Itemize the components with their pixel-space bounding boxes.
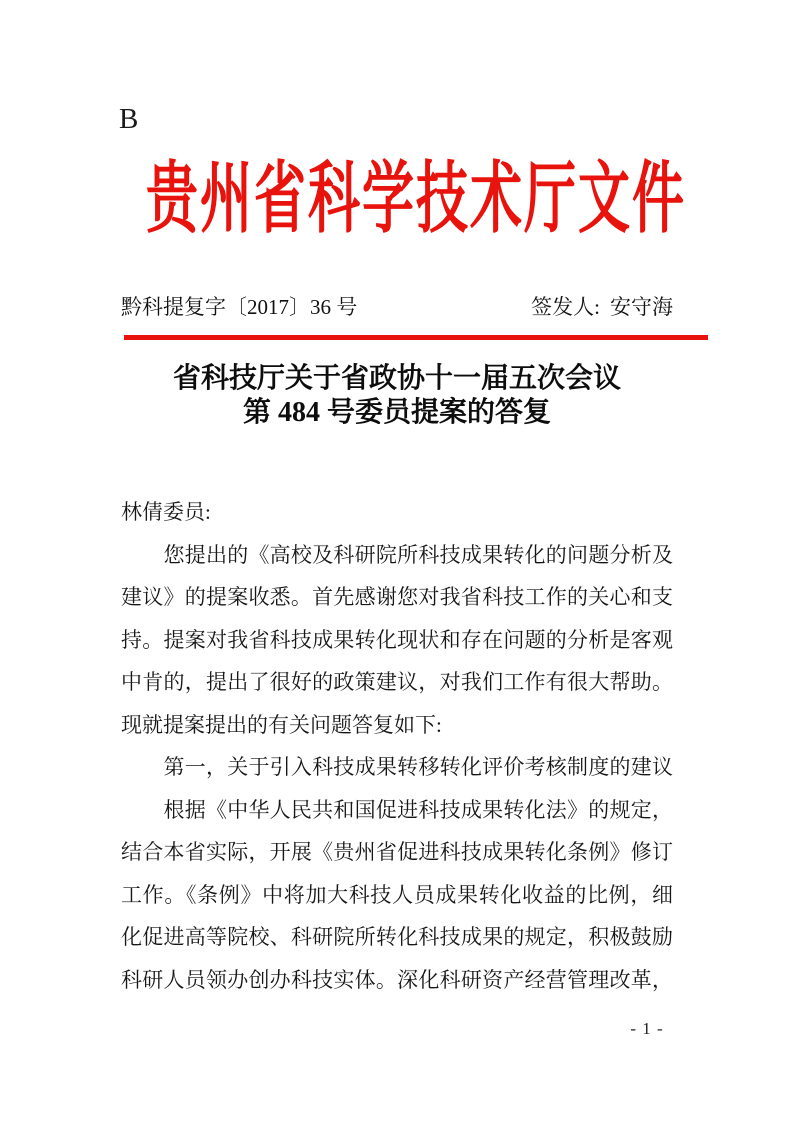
document-title xyxy=(121,362,673,430)
document-title-line1: 省科技厅关于省政协十一届五次会议 xyxy=(172,363,621,394)
copy-mark: B xyxy=(119,103,139,135)
body-line: 根据《中华人民共和国促进科技成果转化法》的规定， xyxy=(121,797,673,822)
red-divider-line xyxy=(124,335,708,340)
body-line: 结合本省实际，开展《贵州省促进科技成果转化条例》修订 xyxy=(121,840,673,864)
body-line: 第一，关于引入科技成果转移转化评价考核制度的建议 xyxy=(121,755,673,779)
body-line: 科研人员领办创办科技实体。深化科研资产经营管理改革， xyxy=(121,967,673,992)
document-title-line2: 第 484 号委员提案的答复 xyxy=(242,397,551,428)
body-line: 化促进高等院校、科研院所转化科技成果的规定，积极鼓励 xyxy=(121,925,673,949)
document-number: 黔科提复字〔2017〕36 号 xyxy=(121,295,358,319)
body-line: 中肯的，提出了很好的政策建议，对我们工作有很大帮助。 xyxy=(121,670,673,694)
document-body xyxy=(121,491,673,1001)
document-number-row xyxy=(121,294,673,320)
issuer xyxy=(531,294,673,320)
body-line: 林倩委员: xyxy=(121,500,211,524)
body-line: 您提出的《高校及科研院所科技成果转化的问题分析及 xyxy=(121,542,673,567)
page-number: - 1 - xyxy=(630,1019,664,1038)
body-line: 持。提案对我省科技成果转化现状和存在问题的分析是客观 xyxy=(121,627,673,652)
body-line: 工作。《条例》中将加大科技人员成果转化收益的比例，细 xyxy=(121,882,673,907)
issuer-name: 安守海 xyxy=(610,295,673,319)
body-line: 建议》的提案收悉。首先感谢您对我省科技工作的关心和支 xyxy=(121,585,673,609)
agency-title: 贵州省科学技术厅文件 xyxy=(145,157,686,243)
body-line: 现就提案提出的有关问题答复如下: xyxy=(121,712,442,737)
issuer-label: 签发人: xyxy=(531,295,600,319)
